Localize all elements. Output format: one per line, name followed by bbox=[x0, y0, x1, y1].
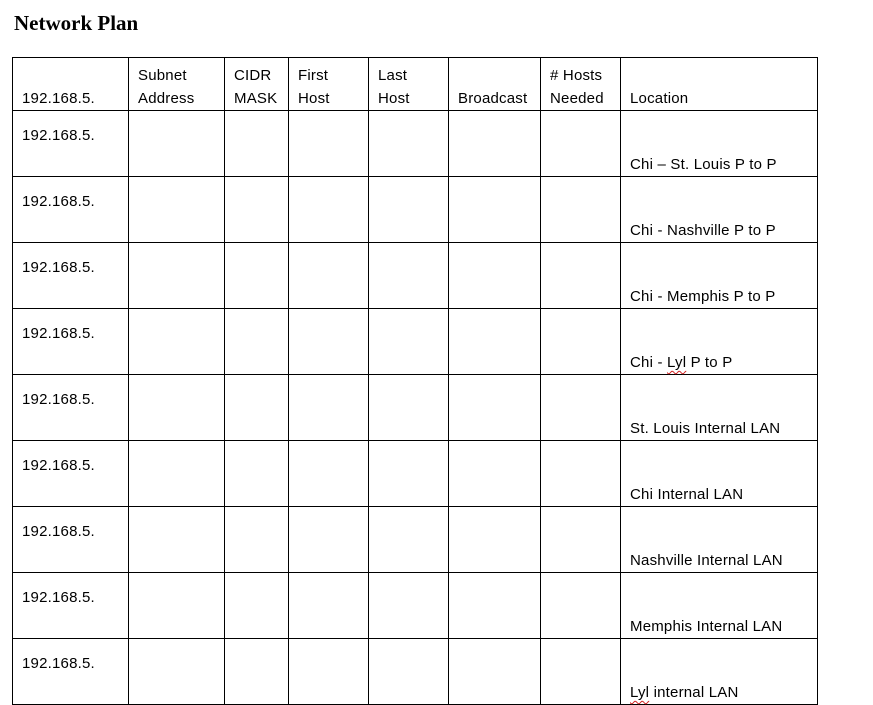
ip-cell[interactable]: 192.168.5. bbox=[13, 309, 129, 375]
broadcast-cell[interactable] bbox=[449, 573, 541, 639]
subnet-address-cell[interactable] bbox=[129, 507, 225, 573]
subnet-address-cell[interactable] bbox=[129, 177, 225, 243]
cidr-mask-cell[interactable] bbox=[225, 507, 289, 573]
last-host-cell[interactable] bbox=[369, 243, 449, 309]
ip-cell[interactable]: 192.168.5. bbox=[13, 375, 129, 441]
last-host-cell[interactable] bbox=[369, 573, 449, 639]
table-row bbox=[13, 573, 818, 639]
location-cell[interactable]: Nashville Internal LAN bbox=[621, 507, 818, 573]
broadcast-cell[interactable] bbox=[449, 375, 541, 441]
last-host-cell[interactable] bbox=[369, 309, 449, 375]
first-host-cell[interactable] bbox=[289, 507, 369, 573]
first-host-cell[interactable] bbox=[289, 375, 369, 441]
location-suffix: internal LAN bbox=[649, 684, 739, 701]
ip-cell[interactable]: 192.168.5. bbox=[13, 573, 129, 639]
cidr-mask-cell[interactable] bbox=[225, 177, 289, 243]
location-cell[interactable]: Memphis Internal LAN bbox=[621, 573, 818, 639]
subnet-address-cell[interactable] bbox=[129, 243, 225, 309]
location-cell[interactable]: Chi - Memphis P to P bbox=[621, 243, 818, 309]
location-prefix: Chi - bbox=[630, 354, 668, 371]
broadcast-cell[interactable] bbox=[449, 441, 541, 507]
hosts-needed-cell[interactable] bbox=[541, 375, 621, 441]
first-host-cell[interactable] bbox=[289, 111, 369, 177]
header-cidr-mask[interactable]: CIDR MASK bbox=[225, 58, 289, 111]
table-row bbox=[13, 243, 818, 309]
network-plan-table bbox=[12, 57, 818, 705]
broadcast-cell[interactable] bbox=[449, 177, 541, 243]
spellcheck-flagged-word[interactable]: Lyl bbox=[630, 684, 650, 701]
subnet-address-cell[interactable] bbox=[129, 639, 225, 705]
ip-cell[interactable]: 192.168.5. bbox=[13, 507, 129, 573]
cidr-mask-cell[interactable] bbox=[225, 573, 289, 639]
cidr-mask-cell[interactable] bbox=[225, 639, 289, 705]
ip-cell[interactable]: 192.168.5. bbox=[13, 441, 129, 507]
broadcast-cell[interactable] bbox=[449, 111, 541, 177]
hosts-needed-cell[interactable] bbox=[541, 111, 621, 177]
location-suffix: P to P bbox=[686, 354, 733, 371]
first-host-cell[interactable] bbox=[289, 441, 369, 507]
header-hosts-needed[interactable]: # Hosts Needed bbox=[541, 58, 621, 111]
ip-cell[interactable]: 192.168.5. bbox=[13, 111, 129, 177]
first-host-cell[interactable] bbox=[289, 639, 369, 705]
header-network-prefix[interactable]: 192.168.5. bbox=[13, 58, 129, 111]
first-host-cell[interactable] bbox=[289, 243, 369, 309]
first-host-cell[interactable] bbox=[289, 573, 369, 639]
spellcheck-flagged-word[interactable]: Lyl bbox=[667, 354, 687, 371]
location-cell[interactable] bbox=[621, 639, 818, 705]
table-row bbox=[13, 177, 818, 243]
last-host-cell[interactable] bbox=[369, 177, 449, 243]
cidr-mask-cell[interactable] bbox=[225, 441, 289, 507]
table-row bbox=[13, 441, 818, 507]
broadcast-cell[interactable] bbox=[449, 639, 541, 705]
table-row bbox=[13, 639, 818, 705]
header-last-host[interactable]: Last Host bbox=[369, 58, 449, 111]
first-host-cell[interactable] bbox=[289, 309, 369, 375]
last-host-cell[interactable] bbox=[369, 111, 449, 177]
hosts-needed-cell[interactable] bbox=[541, 639, 621, 705]
hosts-needed-cell[interactable] bbox=[541, 441, 621, 507]
hosts-needed-cell[interactable] bbox=[541, 309, 621, 375]
table-row bbox=[13, 375, 818, 441]
ip-cell[interactable]: 192.168.5. bbox=[13, 639, 129, 705]
cidr-mask-cell[interactable] bbox=[225, 111, 289, 177]
cidr-mask-cell[interactable] bbox=[225, 375, 289, 441]
subnet-address-cell[interactable] bbox=[129, 375, 225, 441]
location-cell[interactable]: Chi - Nashville P to P bbox=[621, 177, 818, 243]
location-cell[interactable]: St. Louis Internal LAN bbox=[621, 375, 818, 441]
page-title: Network Plan bbox=[14, 11, 139, 35]
last-host-cell[interactable] bbox=[369, 639, 449, 705]
hosts-needed-cell[interactable] bbox=[541, 243, 621, 309]
location-cell[interactable] bbox=[621, 309, 818, 375]
broadcast-cell[interactable] bbox=[449, 507, 541, 573]
hosts-needed-cell[interactable] bbox=[541, 177, 621, 243]
ip-cell[interactable]: 192.168.5. bbox=[13, 177, 129, 243]
subnet-address-cell[interactable] bbox=[129, 111, 225, 177]
broadcast-cell[interactable] bbox=[449, 243, 541, 309]
header-location[interactable]: Location bbox=[621, 58, 818, 111]
header-subnet-address[interactable]: Subnet Address bbox=[129, 58, 225, 111]
last-host-cell[interactable] bbox=[369, 441, 449, 507]
hosts-needed-cell[interactable] bbox=[541, 573, 621, 639]
location-cell[interactable]: Chi – St. Louis P to P bbox=[621, 111, 818, 177]
subnet-address-cell[interactable] bbox=[129, 309, 225, 375]
hosts-needed-cell[interactable] bbox=[541, 507, 621, 573]
table-header-row bbox=[13, 58, 818, 111]
broadcast-cell[interactable] bbox=[449, 309, 541, 375]
cidr-mask-cell[interactable] bbox=[225, 309, 289, 375]
first-host-cell[interactable] bbox=[289, 177, 369, 243]
subnet-address-cell[interactable] bbox=[129, 573, 225, 639]
header-broadcast[interactable]: Broadcast bbox=[449, 58, 541, 111]
table-row bbox=[13, 111, 818, 177]
subnet-address-cell[interactable] bbox=[129, 441, 225, 507]
last-host-cell[interactable] bbox=[369, 375, 449, 441]
location-cell[interactable]: Chi Internal LAN bbox=[621, 441, 818, 507]
last-host-cell[interactable] bbox=[369, 507, 449, 573]
table-row bbox=[13, 309, 818, 375]
table-row bbox=[13, 507, 818, 573]
cidr-mask-cell[interactable] bbox=[225, 243, 289, 309]
header-first-host[interactable]: First Host bbox=[289, 58, 369, 111]
ip-cell[interactable]: 192.168.5. bbox=[13, 243, 129, 309]
